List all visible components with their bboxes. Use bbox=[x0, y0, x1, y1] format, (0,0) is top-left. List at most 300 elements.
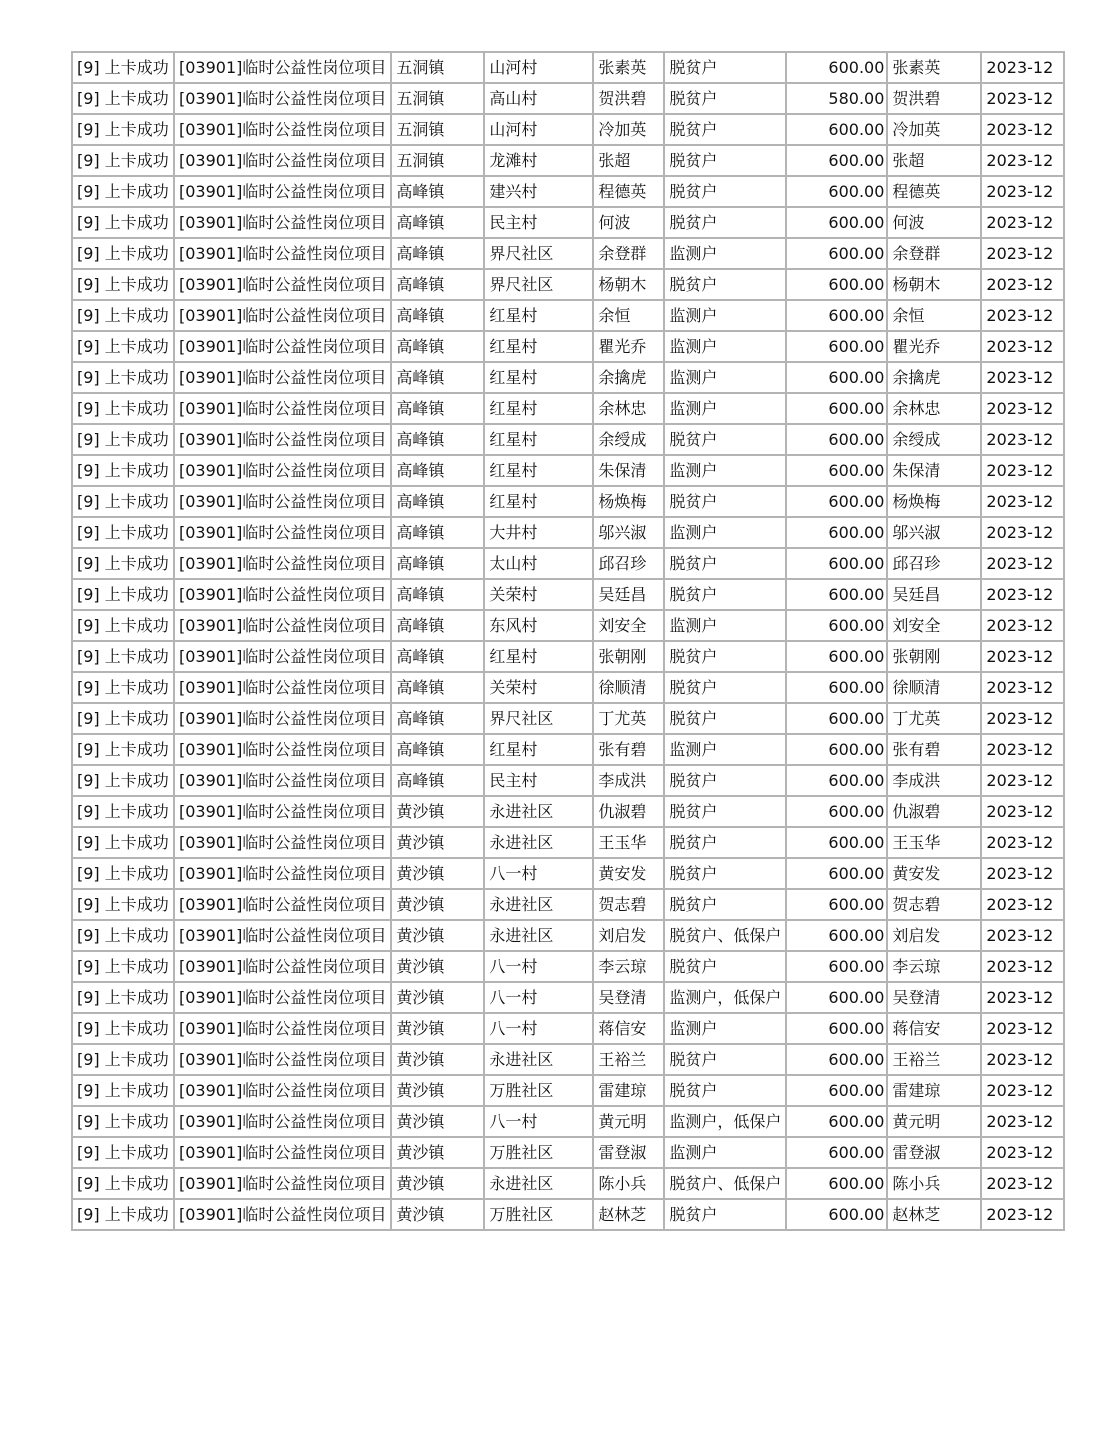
name-cell: 张有碧 bbox=[593, 734, 664, 765]
amount-cell: 600.00 bbox=[786, 114, 887, 145]
period-cell: 2023-12 bbox=[981, 83, 1064, 114]
status-cell: [9] 上卡成功 bbox=[72, 889, 174, 920]
project-cell: [03901]临时公益性岗位项目 bbox=[174, 517, 391, 548]
household-type-cell: 监测户 bbox=[664, 300, 786, 331]
table-row bbox=[72, 703, 1064, 734]
village-cell: 建兴村 bbox=[484, 176, 593, 207]
town-cell: 五洞镇 bbox=[391, 114, 484, 145]
town-cell: 高峰镇 bbox=[391, 424, 484, 455]
name-cell: 刘启发 bbox=[593, 920, 664, 951]
period-cell: 2023-12 bbox=[981, 455, 1064, 486]
table-row bbox=[72, 455, 1064, 486]
status-cell: [9] 上卡成功 bbox=[72, 114, 174, 145]
amount-cell: 600.00 bbox=[786, 579, 887, 610]
name-cell: 贺志碧 bbox=[593, 889, 664, 920]
table-row bbox=[72, 145, 1064, 176]
status-cell: [9] 上卡成功 bbox=[72, 1137, 174, 1168]
period-cell: 2023-12 bbox=[981, 1137, 1064, 1168]
town-cell: 黄沙镇 bbox=[391, 920, 484, 951]
town-cell: 高峰镇 bbox=[391, 765, 484, 796]
table-row bbox=[72, 641, 1064, 672]
status-cell: [9] 上卡成功 bbox=[72, 951, 174, 982]
village-cell: 红星村 bbox=[484, 362, 593, 393]
payee-cell: 徐顺清 bbox=[887, 672, 981, 703]
amount-cell: 600.00 bbox=[786, 362, 887, 393]
table-row bbox=[72, 486, 1064, 517]
payee-cell: 余擒虎 bbox=[887, 362, 981, 393]
period-cell: 2023-12 bbox=[981, 300, 1064, 331]
name-cell: 余登群 bbox=[593, 238, 664, 269]
town-cell: 高峰镇 bbox=[391, 331, 484, 362]
period-cell: 2023-12 bbox=[981, 52, 1064, 83]
project-cell: [03901]临时公益性岗位项目 bbox=[174, 424, 391, 455]
household-type-cell: 脱贫户 bbox=[664, 703, 786, 734]
table-row bbox=[72, 672, 1064, 703]
amount-cell: 600.00 bbox=[786, 145, 887, 176]
village-cell: 八一村 bbox=[484, 982, 593, 1013]
project-cell: [03901]临时公益性岗位项目 bbox=[174, 703, 391, 734]
village-cell: 关荣村 bbox=[484, 672, 593, 703]
status-cell: [9] 上卡成功 bbox=[72, 176, 174, 207]
payee-cell: 张超 bbox=[887, 145, 981, 176]
project-cell: [03901]临时公益性岗位项目 bbox=[174, 1137, 391, 1168]
household-type-cell: 脱贫户 bbox=[664, 641, 786, 672]
amount-cell: 600.00 bbox=[786, 486, 887, 517]
town-cell: 五洞镇 bbox=[391, 52, 484, 83]
village-cell: 东风村 bbox=[484, 610, 593, 641]
name-cell: 张超 bbox=[593, 145, 664, 176]
household-type-cell: 监测户 bbox=[664, 393, 786, 424]
project-cell: [03901]临时公益性岗位项目 bbox=[174, 331, 391, 362]
table-row bbox=[72, 517, 1064, 548]
payee-cell: 余林忠 bbox=[887, 393, 981, 424]
household-type-cell: 监测户 bbox=[664, 238, 786, 269]
payee-cell: 张朝刚 bbox=[887, 641, 981, 672]
amount-cell: 600.00 bbox=[786, 1199, 887, 1230]
project-cell: [03901]临时公益性岗位项目 bbox=[174, 579, 391, 610]
town-cell: 黄沙镇 bbox=[391, 982, 484, 1013]
period-cell: 2023-12 bbox=[981, 951, 1064, 982]
payee-cell: 何波 bbox=[887, 207, 981, 238]
status-cell: [9] 上卡成功 bbox=[72, 982, 174, 1013]
name-cell: 余林忠 bbox=[593, 393, 664, 424]
status-cell: [9] 上卡成功 bbox=[72, 300, 174, 331]
status-cell: [9] 上卡成功 bbox=[72, 672, 174, 703]
status-cell: [9] 上卡成功 bbox=[72, 1106, 174, 1137]
amount-cell: 600.00 bbox=[786, 1137, 887, 1168]
table-row bbox=[72, 889, 1064, 920]
household-type-cell: 脱贫户 bbox=[664, 145, 786, 176]
status-cell: [9] 上卡成功 bbox=[72, 1075, 174, 1106]
amount-cell: 600.00 bbox=[786, 517, 887, 548]
household-type-cell: 监测户，低保户 bbox=[664, 982, 786, 1013]
name-cell: 李云琼 bbox=[593, 951, 664, 982]
period-cell: 2023-12 bbox=[981, 1013, 1064, 1044]
village-cell: 山河村 bbox=[484, 114, 593, 145]
payee-cell: 冷加英 bbox=[887, 114, 981, 145]
village-cell: 红星村 bbox=[484, 486, 593, 517]
period-cell: 2023-12 bbox=[981, 1044, 1064, 1075]
village-cell: 红星村 bbox=[484, 734, 593, 765]
status-cell: [9] 上卡成功 bbox=[72, 362, 174, 393]
village-cell: 界尺社区 bbox=[484, 238, 593, 269]
town-cell: 高峰镇 bbox=[391, 486, 484, 517]
project-cell: [03901]临时公益性岗位项目 bbox=[174, 982, 391, 1013]
name-cell: 王玉华 bbox=[593, 827, 664, 858]
name-cell: 余擒虎 bbox=[593, 362, 664, 393]
project-cell: [03901]临时公益性岗位项目 bbox=[174, 1044, 391, 1075]
period-cell: 2023-12 bbox=[981, 889, 1064, 920]
amount-cell: 600.00 bbox=[786, 52, 887, 83]
status-cell: [9] 上卡成功 bbox=[72, 145, 174, 176]
town-cell: 高峰镇 bbox=[391, 610, 484, 641]
name-cell: 黄元明 bbox=[593, 1106, 664, 1137]
status-cell: [9] 上卡成功 bbox=[72, 424, 174, 455]
village-cell: 红星村 bbox=[484, 300, 593, 331]
status-cell: [9] 上卡成功 bbox=[72, 238, 174, 269]
village-cell: 大井村 bbox=[484, 517, 593, 548]
town-cell: 高峰镇 bbox=[391, 641, 484, 672]
village-cell: 红星村 bbox=[484, 455, 593, 486]
payee-cell: 邱召珍 bbox=[887, 548, 981, 579]
village-cell: 永进社区 bbox=[484, 920, 593, 951]
table-row bbox=[72, 238, 1064, 269]
village-cell: 万胜社区 bbox=[484, 1199, 593, 1230]
town-cell: 高峰镇 bbox=[391, 703, 484, 734]
table-row bbox=[72, 858, 1064, 889]
project-cell: [03901]临时公益性岗位项目 bbox=[174, 176, 391, 207]
payee-cell: 贺志碧 bbox=[887, 889, 981, 920]
project-cell: [03901]临时公益性岗位项目 bbox=[174, 858, 391, 889]
village-cell: 红星村 bbox=[484, 393, 593, 424]
town-cell: 高峰镇 bbox=[391, 393, 484, 424]
period-cell: 2023-12 bbox=[981, 827, 1064, 858]
project-cell: [03901]临时公益性岗位项目 bbox=[174, 52, 391, 83]
town-cell: 黄沙镇 bbox=[391, 951, 484, 982]
project-cell: [03901]临时公益性岗位项目 bbox=[174, 207, 391, 238]
town-cell: 高峰镇 bbox=[391, 207, 484, 238]
household-type-cell: 脱贫户 bbox=[664, 207, 786, 238]
project-cell: [03901]临时公益性岗位项目 bbox=[174, 610, 391, 641]
status-cell: [9] 上卡成功 bbox=[72, 1044, 174, 1075]
status-cell: [9] 上卡成功 bbox=[72, 579, 174, 610]
table-row bbox=[72, 114, 1064, 145]
town-cell: 高峰镇 bbox=[391, 455, 484, 486]
period-cell: 2023-12 bbox=[981, 176, 1064, 207]
village-cell: 永进社区 bbox=[484, 796, 593, 827]
table-row bbox=[72, 207, 1064, 238]
status-cell: [9] 上卡成功 bbox=[72, 641, 174, 672]
period-cell: 2023-12 bbox=[981, 703, 1064, 734]
village-cell: 永进社区 bbox=[484, 827, 593, 858]
household-type-cell: 脱贫户 bbox=[664, 765, 786, 796]
period-cell: 2023-12 bbox=[981, 610, 1064, 641]
amount-cell: 600.00 bbox=[786, 176, 887, 207]
amount-cell: 600.00 bbox=[786, 641, 887, 672]
payee-cell: 李云琼 bbox=[887, 951, 981, 982]
project-cell: [03901]临时公益性岗位项目 bbox=[174, 145, 391, 176]
town-cell: 五洞镇 bbox=[391, 83, 484, 114]
town-cell: 高峰镇 bbox=[391, 238, 484, 269]
amount-cell: 600.00 bbox=[786, 424, 887, 455]
payee-cell: 杨焕梅 bbox=[887, 486, 981, 517]
amount-cell: 600.00 bbox=[786, 1044, 887, 1075]
town-cell: 黄沙镇 bbox=[391, 1013, 484, 1044]
town-cell: 黄沙镇 bbox=[391, 796, 484, 827]
name-cell: 贺洪碧 bbox=[593, 83, 664, 114]
payee-cell: 黄安发 bbox=[887, 858, 981, 889]
table-body bbox=[72, 52, 1064, 1230]
amount-cell: 600.00 bbox=[786, 672, 887, 703]
project-cell: [03901]临时公益性岗位项目 bbox=[174, 238, 391, 269]
amount-cell: 600.00 bbox=[786, 610, 887, 641]
payee-cell: 张有碧 bbox=[887, 734, 981, 765]
village-cell: 红星村 bbox=[484, 641, 593, 672]
period-cell: 2023-12 bbox=[981, 672, 1064, 703]
table-row bbox=[72, 300, 1064, 331]
payee-cell: 余登群 bbox=[887, 238, 981, 269]
project-cell: [03901]临时公益性岗位项目 bbox=[174, 269, 391, 300]
name-cell: 何波 bbox=[593, 207, 664, 238]
amount-cell: 600.00 bbox=[786, 238, 887, 269]
period-cell: 2023-12 bbox=[981, 579, 1064, 610]
name-cell: 瞿光乔 bbox=[593, 331, 664, 362]
town-cell: 高峰镇 bbox=[391, 548, 484, 579]
village-cell: 高山村 bbox=[484, 83, 593, 114]
town-cell: 五洞镇 bbox=[391, 145, 484, 176]
period-cell: 2023-12 bbox=[981, 517, 1064, 548]
name-cell: 余绶成 bbox=[593, 424, 664, 455]
project-cell: [03901]临时公益性岗位项目 bbox=[174, 889, 391, 920]
household-type-cell: 脱贫户 bbox=[664, 672, 786, 703]
project-cell: [03901]临时公益性岗位项目 bbox=[174, 455, 391, 486]
town-cell: 高峰镇 bbox=[391, 269, 484, 300]
table-row bbox=[72, 393, 1064, 424]
project-cell: [03901]临时公益性岗位项目 bbox=[174, 1168, 391, 1199]
payee-cell: 陈小兵 bbox=[887, 1168, 981, 1199]
project-cell: [03901]临时公益性岗位项目 bbox=[174, 114, 391, 145]
household-type-cell: 监测户 bbox=[664, 362, 786, 393]
status-cell: [9] 上卡成功 bbox=[72, 1013, 174, 1044]
household-type-cell: 脱贫户 bbox=[664, 486, 786, 517]
project-cell: [03901]临时公益性岗位项目 bbox=[174, 300, 391, 331]
amount-cell: 580.00 bbox=[786, 83, 887, 114]
amount-cell: 600.00 bbox=[786, 455, 887, 486]
town-cell: 黄沙镇 bbox=[391, 1075, 484, 1106]
status-cell: [9] 上卡成功 bbox=[72, 858, 174, 889]
table-row bbox=[72, 951, 1064, 982]
amount-cell: 600.00 bbox=[786, 889, 887, 920]
payee-cell: 余绶成 bbox=[887, 424, 981, 455]
household-type-cell: 脱贫户 bbox=[664, 889, 786, 920]
table-row bbox=[72, 548, 1064, 579]
status-cell: [9] 上卡成功 bbox=[72, 207, 174, 238]
name-cell: 张素英 bbox=[593, 52, 664, 83]
town-cell: 黄沙镇 bbox=[391, 858, 484, 889]
village-cell: 八一村 bbox=[484, 858, 593, 889]
period-cell: 2023-12 bbox=[981, 114, 1064, 145]
period-cell: 2023-12 bbox=[981, 1075, 1064, 1106]
table-row bbox=[72, 579, 1064, 610]
status-cell: [9] 上卡成功 bbox=[72, 486, 174, 517]
project-cell: [03901]临时公益性岗位项目 bbox=[174, 641, 391, 672]
name-cell: 徐顺清 bbox=[593, 672, 664, 703]
household-type-cell: 监测户 bbox=[664, 734, 786, 765]
amount-cell: 600.00 bbox=[786, 1013, 887, 1044]
household-type-cell: 监测户 bbox=[664, 1013, 786, 1044]
period-cell: 2023-12 bbox=[981, 145, 1064, 176]
status-cell: [9] 上卡成功 bbox=[72, 1168, 174, 1199]
table-row bbox=[72, 982, 1064, 1013]
household-type-cell: 监测户 bbox=[664, 331, 786, 362]
period-cell: 2023-12 bbox=[981, 486, 1064, 517]
period-cell: 2023-12 bbox=[981, 362, 1064, 393]
status-cell: [9] 上卡成功 bbox=[72, 734, 174, 765]
amount-cell: 600.00 bbox=[786, 703, 887, 734]
name-cell: 吴廷昌 bbox=[593, 579, 664, 610]
status-cell: [9] 上卡成功 bbox=[72, 548, 174, 579]
household-type-cell: 脱贫户 bbox=[664, 579, 786, 610]
household-type-cell: 脱贫户 bbox=[664, 52, 786, 83]
project-cell: [03901]临时公益性岗位项目 bbox=[174, 362, 391, 393]
name-cell: 李成洪 bbox=[593, 765, 664, 796]
table-row bbox=[72, 1075, 1064, 1106]
household-type-cell: 监测户 bbox=[664, 1137, 786, 1168]
payee-cell: 朱保清 bbox=[887, 455, 981, 486]
village-cell: 永进社区 bbox=[484, 1044, 593, 1075]
period-cell: 2023-12 bbox=[981, 393, 1064, 424]
amount-cell: 600.00 bbox=[786, 331, 887, 362]
amount-cell: 600.00 bbox=[786, 827, 887, 858]
village-cell: 红星村 bbox=[484, 331, 593, 362]
name-cell: 吴登清 bbox=[593, 982, 664, 1013]
amount-cell: 600.00 bbox=[786, 734, 887, 765]
status-cell: [9] 上卡成功 bbox=[72, 52, 174, 83]
village-cell: 八一村 bbox=[484, 1013, 593, 1044]
status-cell: [9] 上卡成功 bbox=[72, 1199, 174, 1230]
name-cell: 丁尤英 bbox=[593, 703, 664, 734]
table-row bbox=[72, 1013, 1064, 1044]
village-cell: 山河村 bbox=[484, 52, 593, 83]
town-cell: 黄沙镇 bbox=[391, 1199, 484, 1230]
name-cell: 王裕兰 bbox=[593, 1044, 664, 1075]
town-cell: 高峰镇 bbox=[391, 734, 484, 765]
project-cell: [03901]临时公益性岗位项目 bbox=[174, 765, 391, 796]
status-cell: [9] 上卡成功 bbox=[72, 610, 174, 641]
status-cell: [9] 上卡成功 bbox=[72, 393, 174, 424]
household-type-cell: 脱贫户、低保户 bbox=[664, 1168, 786, 1199]
table-row bbox=[72, 52, 1064, 83]
town-cell: 高峰镇 bbox=[391, 176, 484, 207]
payee-cell: 蒋信安 bbox=[887, 1013, 981, 1044]
household-type-cell: 脱贫户 bbox=[664, 1199, 786, 1230]
town-cell: 黄沙镇 bbox=[391, 1137, 484, 1168]
amount-cell: 600.00 bbox=[786, 548, 887, 579]
status-cell: [9] 上卡成功 bbox=[72, 703, 174, 734]
village-cell: 民主村 bbox=[484, 765, 593, 796]
amount-cell: 600.00 bbox=[786, 858, 887, 889]
amount-cell: 600.00 bbox=[786, 796, 887, 827]
payee-cell: 仇淑碧 bbox=[887, 796, 981, 827]
table-row bbox=[72, 362, 1064, 393]
project-cell: [03901]临时公益性岗位项目 bbox=[174, 951, 391, 982]
table-row bbox=[72, 920, 1064, 951]
household-type-cell: 脱贫户 bbox=[664, 796, 786, 827]
project-cell: [03901]临时公益性岗位项目 bbox=[174, 83, 391, 114]
name-cell: 雷建琼 bbox=[593, 1075, 664, 1106]
table-row bbox=[72, 610, 1064, 641]
period-cell: 2023-12 bbox=[981, 548, 1064, 579]
name-cell: 雷登淑 bbox=[593, 1137, 664, 1168]
payee-cell: 黄元明 bbox=[887, 1106, 981, 1137]
village-cell: 永进社区 bbox=[484, 889, 593, 920]
name-cell: 邬兴淑 bbox=[593, 517, 664, 548]
name-cell: 仇淑碧 bbox=[593, 796, 664, 827]
household-type-cell: 脱贫户 bbox=[664, 951, 786, 982]
village-cell: 龙滩村 bbox=[484, 145, 593, 176]
town-cell: 高峰镇 bbox=[391, 579, 484, 610]
table-row bbox=[72, 1199, 1064, 1230]
amount-cell: 600.00 bbox=[786, 1106, 887, 1137]
status-cell: [9] 上卡成功 bbox=[72, 331, 174, 362]
household-type-cell: 脱贫户 bbox=[664, 176, 786, 207]
project-cell: [03901]临时公益性岗位项目 bbox=[174, 672, 391, 703]
project-cell: [03901]临时公益性岗位项目 bbox=[174, 920, 391, 951]
household-type-cell: 监测户，低保户 bbox=[664, 1106, 786, 1137]
name-cell: 陈小兵 bbox=[593, 1168, 664, 1199]
amount-cell: 600.00 bbox=[786, 982, 887, 1013]
period-cell: 2023-12 bbox=[981, 238, 1064, 269]
period-cell: 2023-12 bbox=[981, 424, 1064, 455]
period-cell: 2023-12 bbox=[981, 207, 1064, 238]
household-type-cell: 脱贫户、低保户 bbox=[664, 920, 786, 951]
name-cell: 程德英 bbox=[593, 176, 664, 207]
household-type-cell: 脱贫户 bbox=[664, 83, 786, 114]
period-cell: 2023-12 bbox=[981, 1168, 1064, 1199]
name-cell: 张朝刚 bbox=[593, 641, 664, 672]
payee-cell: 雷登淑 bbox=[887, 1137, 981, 1168]
table-row bbox=[72, 734, 1064, 765]
project-cell: [03901]临时公益性岗位项目 bbox=[174, 796, 391, 827]
village-cell: 八一村 bbox=[484, 1106, 593, 1137]
amount-cell: 600.00 bbox=[786, 951, 887, 982]
name-cell: 赵林芝 bbox=[593, 1199, 664, 1230]
period-cell: 2023-12 bbox=[981, 269, 1064, 300]
status-cell: [9] 上卡成功 bbox=[72, 455, 174, 486]
household-type-cell: 脱贫户 bbox=[664, 269, 786, 300]
village-cell: 八一村 bbox=[484, 951, 593, 982]
town-cell: 黄沙镇 bbox=[391, 889, 484, 920]
status-cell: [9] 上卡成功 bbox=[72, 827, 174, 858]
payee-cell: 王裕兰 bbox=[887, 1044, 981, 1075]
town-cell: 黄沙镇 bbox=[391, 1044, 484, 1075]
payment-table bbox=[71, 51, 1065, 1231]
village-cell: 关荣村 bbox=[484, 579, 593, 610]
name-cell: 黄安发 bbox=[593, 858, 664, 889]
status-cell: [9] 上卡成功 bbox=[72, 269, 174, 300]
table-row bbox=[72, 176, 1064, 207]
status-cell: [9] 上卡成功 bbox=[72, 517, 174, 548]
period-cell: 2023-12 bbox=[981, 1199, 1064, 1230]
project-cell: [03901]临时公益性岗位项目 bbox=[174, 1106, 391, 1137]
payee-cell: 余恒 bbox=[887, 300, 981, 331]
amount-cell: 600.00 bbox=[786, 920, 887, 951]
village-cell: 万胜社区 bbox=[484, 1075, 593, 1106]
payee-cell: 刘安全 bbox=[887, 610, 981, 641]
amount-cell: 600.00 bbox=[786, 269, 887, 300]
payee-cell: 程德英 bbox=[887, 176, 981, 207]
payee-cell: 张素英 bbox=[887, 52, 981, 83]
